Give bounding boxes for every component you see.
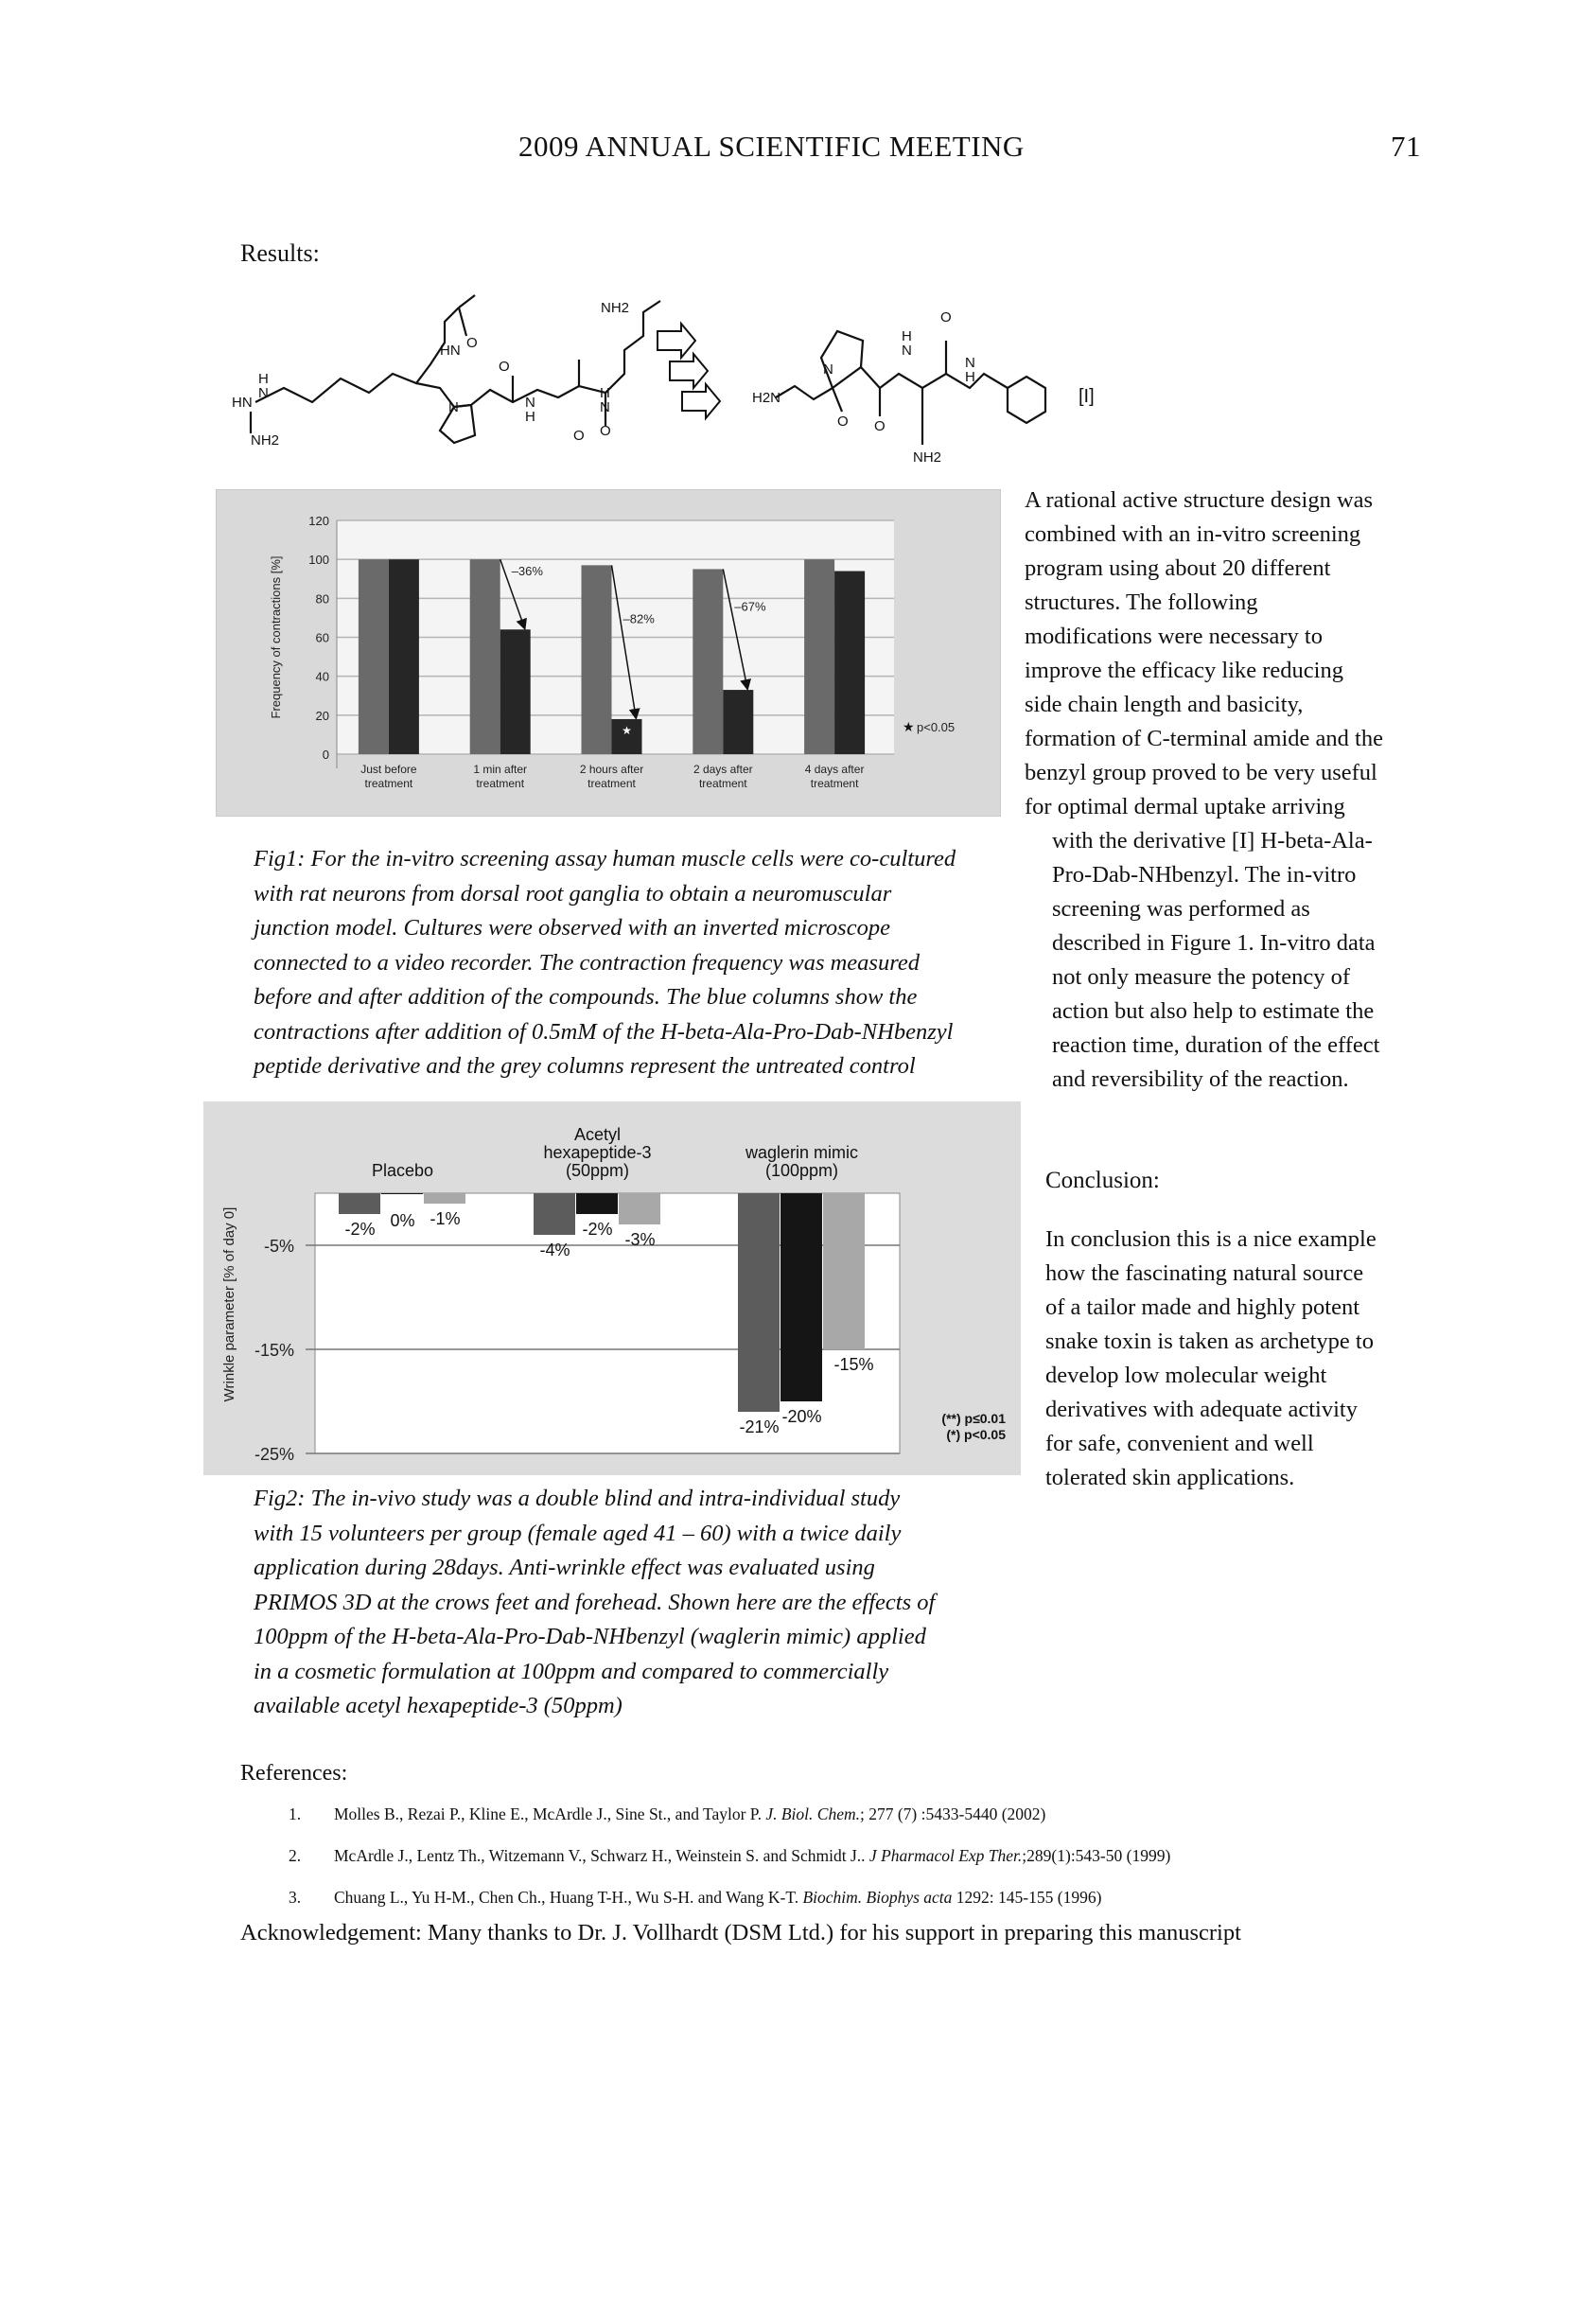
data-label: 0% (390, 1211, 415, 1230)
text-line: for safe, convenient and well (1045, 1431, 1314, 1456)
svg-text:O: O (940, 309, 952, 326)
results-heading: Results: (240, 239, 320, 267)
references-list (289, 1793, 1170, 1918)
change-label: –82% (623, 611, 655, 626)
text-line: In conclusion this is a nice example (1045, 1226, 1377, 1252)
y-axis-title: Frequency of contractions [%] (269, 555, 283, 719)
significance-star: ★ (622, 723, 632, 737)
text-line: benzyl group proved to be very useful (1025, 760, 1377, 785)
svg-text:O: O (874, 418, 886, 434)
bar-3 (823, 1193, 865, 1349)
bar-control (582, 565, 612, 754)
bar-treated (723, 690, 753, 754)
svg-text:N: N (258, 385, 269, 401)
text-line: for optimal dermal uptake arriving (1025, 794, 1345, 819)
caption-line: peptide derivative and the grey columns represent the untreated control (254, 1053, 916, 1079)
data-label: -15% (833, 1355, 874, 1374)
caption-line: available acetyl hexapeptide-3 (50ppm) (254, 1693, 623, 1718)
svg-text:O: O (600, 423, 611, 439)
svg-text:H: H (902, 328, 912, 344)
text-line: tolerated skin applications. (1045, 1465, 1295, 1490)
svg-text:NH2: NH2 (251, 432, 280, 449)
y-tick-label: 100 (308, 553, 329, 568)
change-label: –67% (734, 599, 766, 614)
data-label: -3% (624, 1230, 656, 1249)
group-label: hexapeptide-3 (543, 1143, 652, 1162)
x-tick-label: treatment (810, 777, 859, 790)
text-line: action but also help to estimate the (1052, 998, 1375, 1024)
text-line: derivatives with adequate activity (1045, 1397, 1358, 1422)
y-axis-title: Wrinkle parameter [% of day 0] (221, 1206, 237, 1402)
svg-text:N: N (600, 399, 610, 415)
reference-details: 1292: 145-155 (1996) (952, 1888, 1102, 1907)
svg-text:N: N (448, 399, 459, 415)
acknowledgement: Acknowledgement: Many thanks to Dr. J. Vollhardt (DSM Ltd.) for his support in preparing this manuscript (240, 1920, 1241, 1945)
svg-text:H: H (258, 371, 269, 387)
svg-text:N: N (902, 343, 912, 359)
bar-treated (834, 572, 865, 754)
y-tick-label: 20 (315, 708, 329, 723)
caption-line: contractions after addition of 0.5mM of the H-beta-Ala-Pro-Dab-NHbenzyl (254, 1018, 954, 1045)
x-tick-label: treatment (588, 777, 636, 790)
svg-text:N: N (525, 395, 535, 411)
caption-line: Fig2: The in-vivo study was a double blind and intra-individual study (254, 1486, 901, 1511)
svg-text:O: O (499, 359, 510, 375)
svg-text:H: H (965, 369, 975, 385)
svg-text:H: H (525, 409, 535, 425)
data-label: -20% (781, 1407, 822, 1426)
svg-text:O: O (573, 428, 585, 444)
svg-text:N: N (965, 355, 975, 371)
caption-line: application during 28days. Anti-wrinkle effect was evaluated using (254, 1555, 875, 1580)
data-label: -2% (344, 1220, 376, 1239)
caption-line: 100ppm of the H-beta-Ala-Pro-Dab-NHbenzyl (waglerin mimic) applied (254, 1624, 926, 1649)
y-tick-label: 0 (322, 748, 329, 762)
bar-3 (619, 1193, 660, 1224)
reference-item (289, 1876, 1170, 1918)
significance-note: p<0.05 (917, 720, 956, 734)
svg-text:NH2: NH2 (601, 300, 630, 316)
text-line: program using about 20 different (1025, 555, 1331, 581)
conclusion-heading: Conclusion: (1045, 1168, 1160, 1193)
bar-control (359, 559, 389, 754)
wrinkle-parameter-chart (203, 1101, 1021, 1475)
group-label: Acetyl (573, 1125, 622, 1144)
text-line: snake toxin is taken as archetype to (1045, 1329, 1374, 1354)
text-line: formation of C-terminal amide and the (1025, 726, 1383, 751)
bar-2 (381, 1193, 423, 1194)
bar-2 (576, 1193, 618, 1214)
peptide-structure-left (251, 295, 660, 443)
contraction-frequency-chart (216, 489, 1001, 817)
bar-treated (389, 559, 419, 754)
svg-text:O: O (837, 414, 849, 430)
svg-text:H2N: H2N (752, 390, 781, 406)
x-tick-label: treatment (364, 777, 413, 790)
bar-2 (780, 1193, 822, 1401)
text-line: modifications were necessary to (1025, 624, 1323, 649)
fig1-caption (254, 842, 956, 1084)
text-line: how the fascinating natural source (1045, 1260, 1364, 1286)
reference-details: ;289(1):543-50 (1999) (1022, 1846, 1171, 1865)
right-column-text (1025, 484, 1383, 1097)
bar-control (470, 559, 500, 754)
text-line: and reversibility of the reaction. (1052, 1066, 1349, 1092)
bar-1 (534, 1193, 575, 1235)
caption-line: Fig1: For the in-vitro screening assay human muscle cells were co-cultured (254, 846, 956, 871)
y-tick-label: 60 (315, 630, 329, 645)
x-tick-label: 2 days after (693, 763, 753, 776)
svg-text:H: H (600, 385, 610, 401)
group-label: waglerin mimic (745, 1143, 859, 1162)
text-line: not only measure the potency of (1052, 964, 1351, 990)
text-line: reaction time, duration of the effect (1052, 1032, 1380, 1058)
significance-note: (*) p<0.05 (946, 1427, 1006, 1442)
text-line: develop low molecular weight (1045, 1363, 1327, 1388)
reference-item (289, 1793, 1170, 1835)
reference-authors: McArdle J., Lentz Th., Witzemann V., Schwarz H., Weinstein S. and Schmidt J.. (334, 1846, 869, 1865)
caption-line: connected to a video recorder. The contraction frequency was measured (254, 949, 920, 976)
y-tick-label: 120 (308, 514, 329, 528)
text-line: Pro-Dab-NHbenzyl. The in-vitro (1052, 862, 1357, 888)
reference-item (289, 1835, 1170, 1876)
caption-line: with rat neurons from dorsal root ganglia to obtain a neuromuscular (254, 880, 892, 907)
bar-control (693, 569, 723, 754)
compound-label: [I] (1079, 386, 1095, 407)
data-label: -21% (739, 1417, 780, 1436)
significance-star: ★ (903, 719, 915, 734)
bar-treated (500, 629, 531, 754)
x-tick-label: 1 min after (473, 763, 528, 776)
y-tick-label: -5% (263, 1237, 294, 1256)
text-line: A rational active structure design was (1025, 487, 1374, 513)
caption-line: before and after addition of the compounds. The blue columns show the (254, 984, 918, 1010)
bar-control (804, 559, 834, 754)
chemical-structures-figure (227, 284, 1457, 473)
svg-text:N: N (823, 361, 833, 378)
svg-text:NH2: NH2 (913, 449, 942, 466)
running-header-title: 2009 ANNUAL SCIENTIFIC MEETING (518, 130, 1025, 163)
x-tick-label: treatment (476, 777, 525, 790)
conclusion-text (1045, 1223, 1377, 1495)
group-label: Placebo (371, 1161, 434, 1180)
bar-3 (424, 1193, 465, 1204)
data-label: -2% (582, 1220, 613, 1239)
data-label: -4% (539, 1241, 570, 1259)
reference-authors: Chuang L., Yu H-M., Chen Ch., Huang T-H., Wu S-H. and Wang K-T. (334, 1888, 803, 1907)
fig2-caption (254, 1482, 935, 1724)
change-label: –36% (511, 564, 543, 579)
x-tick-label: 2 hours after (579, 763, 644, 776)
text-line: combined with an in-vitro screening (1025, 521, 1361, 547)
x-tick-label: treatment (698, 777, 747, 790)
text-line: structures. The following (1025, 590, 1258, 615)
reference-number: 3. (289, 1888, 302, 1907)
reference-details: ; 277 (7) :5433-5440 (2002) (859, 1804, 1046, 1823)
y-tick-label: 80 (315, 591, 329, 607)
reference-number: 1. (289, 1804, 302, 1823)
group-label: (100ppm) (764, 1161, 839, 1180)
reference-journal: J Pharmacol Exp Ther. (868, 1846, 1023, 1865)
reference-number: 2. (289, 1846, 302, 1865)
reference-journal: Biochim. Biophys acta (802, 1888, 953, 1907)
x-tick-label: 4 days after (804, 763, 865, 776)
significance-note: (**) p≤0.01 (941, 1411, 1006, 1426)
reference-journal: J. Biol. Chem. (765, 1804, 860, 1823)
data-label: -1% (430, 1209, 461, 1228)
peptide-atom-labels (232, 300, 629, 449)
text-line: described in Figure 1. In-vitro data (1052, 930, 1376, 956)
y-tick-label: -15% (254, 1341, 294, 1360)
caption-line: in a cosmetic formulation at 100ppm and compared to commercially (254, 1658, 889, 1684)
text-line: with the derivative [I] H-beta-Ala- (1052, 828, 1373, 854)
caption-line: junction model. Cultures were observed with an inverted microscope (254, 915, 890, 941)
text-line: of a tailor made and highly potent (1045, 1294, 1360, 1320)
y-tick-label: 40 (315, 669, 329, 684)
svg-text:HN: HN (440, 343, 461, 359)
page-number: 71 (1391, 130, 1421, 163)
svg-text:O: O (466, 335, 478, 351)
y-tick-label: -25% (254, 1445, 294, 1464)
references-heading: References: (240, 1761, 348, 1786)
caption-line: with 15 volunteers per group (female aged 41 – 60) with a twice daily (254, 1520, 902, 1546)
text-line: screening was performed as (1052, 896, 1310, 922)
caption-line: PRIMOS 3D at the crows feet and forehead. Shown here are the effects of (254, 1589, 936, 1615)
bar-1 (738, 1193, 780, 1412)
reference-authors: Molles B., Rezai P., Kline E., McArdle J., Sine St., and Taylor P. (334, 1804, 766, 1823)
arrows-icon (658, 324, 720, 418)
text-line: side chain length and basicity, (1025, 692, 1304, 717)
bar-1 (339, 1193, 380, 1214)
svg-text:HN: HN (232, 395, 253, 411)
group-label: (50ppm) (565, 1161, 630, 1180)
text-line: improve the efficacy like reducing (1025, 658, 1343, 683)
x-tick-label: Just before (360, 763, 417, 776)
